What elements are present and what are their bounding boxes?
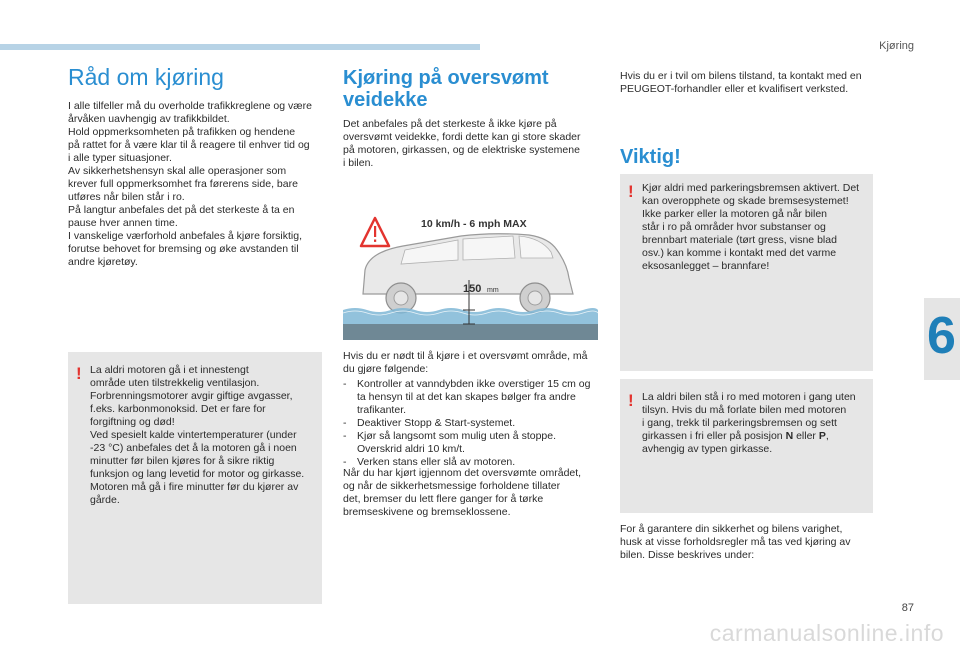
gear-position-n: N <box>785 430 794 442</box>
right-outro: For å garantere din sikkerhet og bilens varighet, husk at visse forholdsregler må tas ved kjøring av bilen. Disse beskrives under: <box>620 523 851 561</box>
list-item: - Kjør så langsomt som mulig uten å stoppe. Overskrid aldri 10 km/t. <box>343 430 601 456</box>
warning-text: La aldri motoren gå i et innestengt område uten tilstrekkelig ventilasjon. Forbrenningsmotorer avgir giftige avgasser, f.eks. karbonmonoksid. Det er fare for forgiftning og død! Ved spesielt kalde vintertemperaturer (under -23 °C) anbefales det å la motoren gå i noen minutter før bilen kjøres for å sikre riktig funksjon og lang levetid for motor og girkasse. Motoren må gå i fire minutter før du kjører av gårde. <box>90 364 305 506</box>
top-accent-bar <box>0 44 480 50</box>
watermark: carmanualsonline.info <box>709 620 944 646</box>
warning-text: Kjør aldri med parkeringsbremsen aktivert. Det kan overopphete og skade bremsesystemet! Ikke parker eller la motoren gå når bilen står i ro på områder hvor substanser og brennbart materiale (tørt gress, visne blad osv.) kan komme i kontakt med det varme eksosanlegget – brannfare! <box>642 182 860 272</box>
middle-intro: Det anbefales på det sterkeste å ikke kjøre på oversvømt veidekke, fordi dette kan gi store skader på motoren, girkassen, og de elektriske systemene i bilen. <box>343 118 581 169</box>
warning-icon: ! <box>76 364 82 383</box>
left-body: I alle tilfeller må du overholde trafikkreglene og være årvåken uavhengig av trafikkbildet. Hold oppmerksomheten på trafikken og hendene på rattet for å være klar til å reagere til enhver tid og i alle typer situasjoner. Av sikkerhetshensyn skal alle operasjoner som krever full oppmerksomhet fra førerens side, bare utføres når bilen står i ro. På langtur anbefales det på det sterkeste å ta en pause hver annen time. I vanskelige værforhold anbefales å kjøre forsiktig, forutse behovet for bremsing og øke avstanden til andre kjøretøy. <box>68 100 312 268</box>
warning-text-part: La aldri bilen stå i ro med motoren i gang uten tilsyn. Hvis du må forlate bilen med motoren i gang, trekk til parkeringsbremsen og sett girkassen i fri eller på posisjon <box>642 391 856 442</box>
gear-position-p: P <box>818 430 826 442</box>
warning-icon: ! <box>628 182 634 201</box>
left-heading: Råd om kjøring <box>68 64 224 90</box>
warning-box-unattended <box>620 379 873 513</box>
depth-value: 150 <box>463 283 482 295</box>
warning-text <box>642 391 867 456</box>
warning-text-part: , avhengig av typen girkasse. <box>642 430 829 455</box>
warning-box-parking-brake <box>620 174 873 371</box>
warning-box-engine <box>68 352 322 604</box>
road-surface <box>343 324 598 340</box>
warning-icon: ! <box>628 391 634 410</box>
middle-heading: Kjøring på oversvømt veidekke <box>343 67 549 111</box>
list-item: - Deaktiver Stopp & Start-systemet. <box>343 417 601 430</box>
chapter-tab <box>924 298 960 380</box>
instruction-list <box>343 378 601 469</box>
depth-unit: mm <box>487 287 499 294</box>
important-heading: Viktig! <box>620 146 681 168</box>
chapter-number: 6 <box>927 307 956 365</box>
page-number: 87 <box>901 602 914 614</box>
warning-text-part: eller <box>793 430 819 442</box>
flooded-road-illustration <box>343 198 598 342</box>
middle-after-text: Når du har kjørt igjennom det oversvømte området, og når de sikkerhetsmessige forholdene tillater det, bremser du lett flere ganger for å tørke bremseskivene og bremseklossene. <box>343 467 582 518</box>
right-intro: Hvis du er i tvil om bilens tilstand, ta kontakt med en PEUGEOT-forhandler eller et kvalifisert verksted. <box>620 70 862 95</box>
middle-instructions-intro: Hvis du er nødt til å kjøre i et oversvømt område, må du gjøre følgende: <box>343 350 588 375</box>
list-item: - Verken stans eller slå av motoren. <box>343 456 601 469</box>
speed-limit-label: 10 km/h - 6 mph MAX <box>421 218 527 230</box>
list-item: - Kontroller at vanndybden ikke overstiger 15 cm og ta hensyn til at det kan skapes bølger fra andre trafikanter. <box>343 378 601 417</box>
section-title: Kjøring <box>879 40 914 52</box>
